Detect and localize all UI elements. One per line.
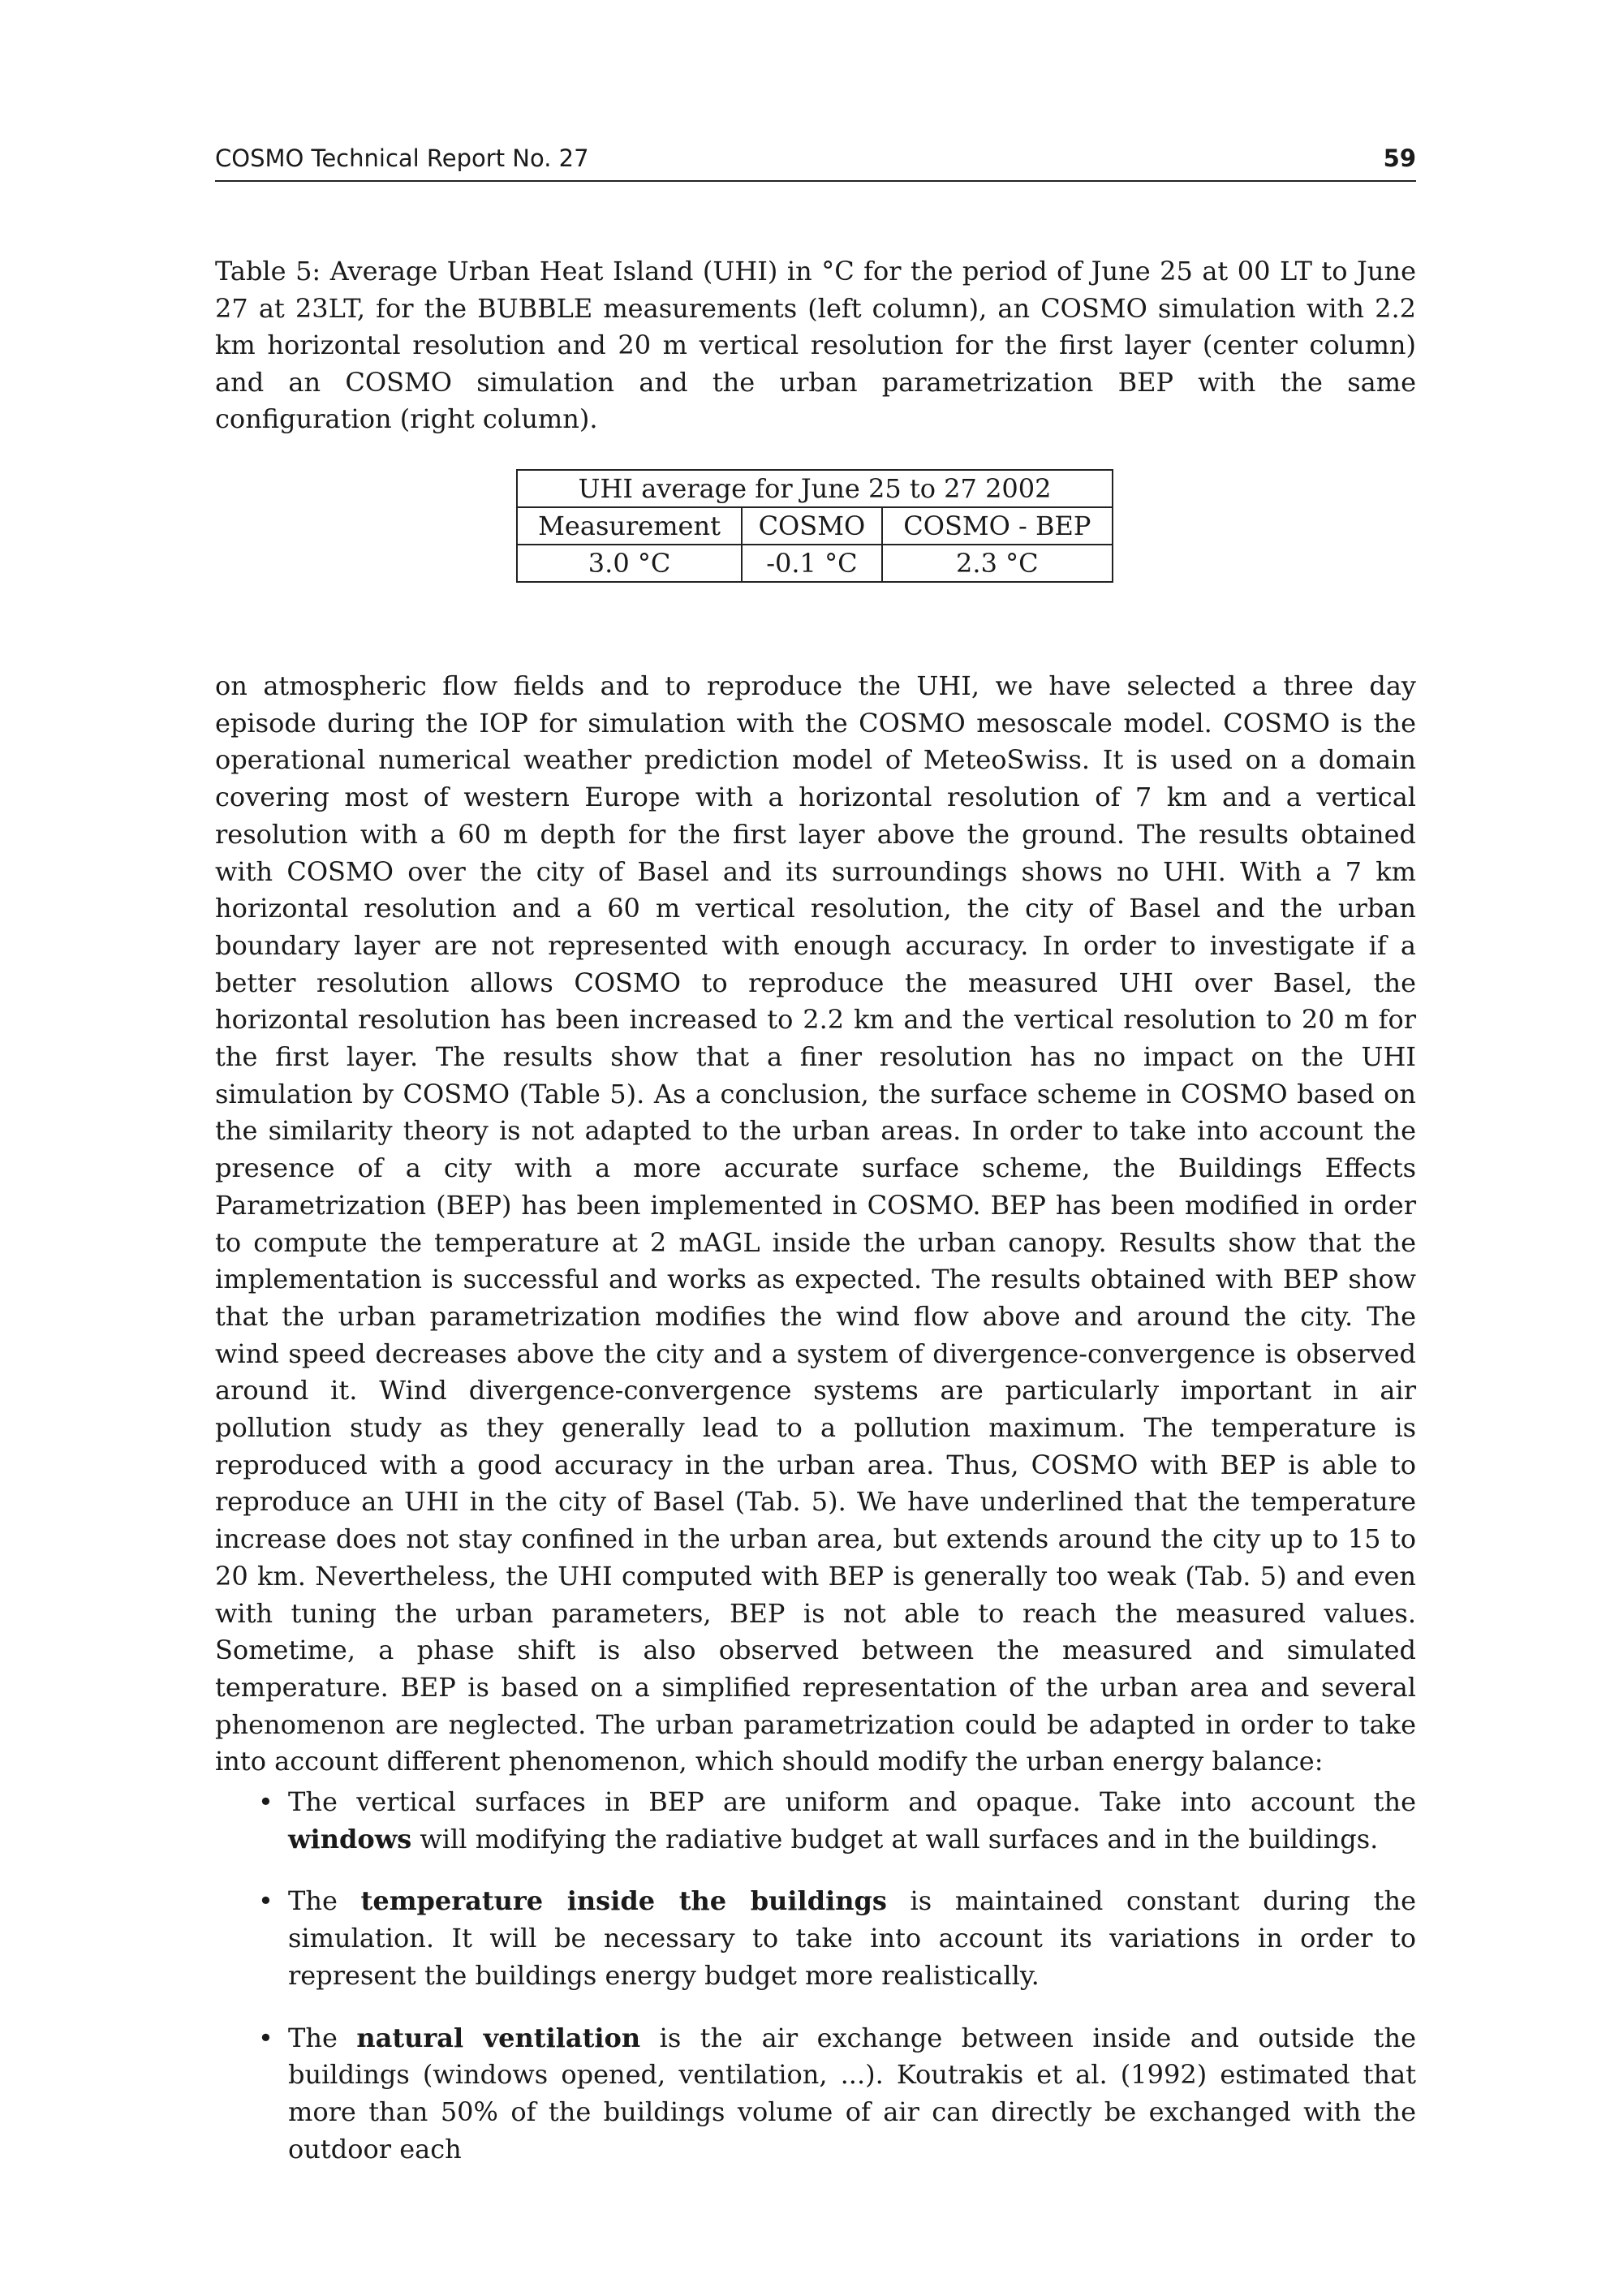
list-item: [215, 2020, 1416, 2169]
bullet-text-pre: The: [288, 2022, 357, 2053]
list-item: [215, 1883, 1416, 1994]
value-cosmo: -0.1 °C: [742, 545, 882, 582]
column-header-measurement: Measurement: [517, 507, 742, 545]
bullet-list: [215, 1784, 1416, 2193]
bullet-marker: •: [258, 2022, 273, 2053]
page-number: 59: [1383, 144, 1416, 172]
table-header-row: [517, 507, 1113, 545]
bullet-marker: •: [258, 1786, 273, 1817]
bullet-text-post: will modifying the radiative budget at wall surfaces and in the buildings.: [411, 1823, 1379, 1854]
value-measurement: 3.0 °C: [517, 545, 742, 582]
bullet-marker: •: [258, 1885, 273, 1917]
bullet-text-bold: temperature inside the buildings: [360, 1885, 887, 1917]
table-title-row: [517, 470, 1113, 507]
table-title: UHI average for June 25 to 27 2002: [517, 470, 1113, 507]
column-header-cosmo: COSMO: [742, 507, 882, 545]
bullet-text-pre: The: [288, 1885, 361, 1917]
bullet-text-post: is maintained constant during the simulation. It will be necessary to take into account its variations in order to represent the buildings energy budget more realistically.: [288, 1885, 1417, 1991]
bullet-text-pre: The vertical surfaces in BEP are uniform and opaque. Take into account the: [288, 1786, 1416, 1817]
table-row: [517, 545, 1113, 582]
bullet-text-post: is the air exchange between inside and outside the buildings (windows opened, ventilation, ...). Koutrakis et al. (1992) estimated that more than 50% of the buildings volume of air can directly be exchanged with the outdoor each: [288, 2022, 1416, 2165]
value-cosmo-bep: 2.3 °C: [882, 545, 1113, 582]
table-caption: Table 5: Average Urban Heat Island (UHI) in °C for the period of June 25 at 00 LT to June 27 at 23LT, for the BUBBLE measurements (left column), an COSMO simulation with 2.2 km horizontal resolution and 20 m vertical resolution for the first layer (center column) and an COSMO simulation and the urban parametrization BEP with the same configuration (right column).: [215, 256, 1416, 434]
column-header-cosmo-bep: COSMO - BEP: [882, 507, 1113, 545]
running-header: [215, 144, 1416, 182]
body-paragraph: on atmospheric flow fields and to reproduce the UHI, we have selected a three day episode during the IOP for simulation with the COSMO mesoscale model. COSMO is the operational numerical weather prediction model of MeteoSwiss. It is used on a domain covering most of western Europe with a horizontal resolution of 7 km and a vertical resolution with a 60 m depth for the first layer above the ground. The results obtained with COSMO over the city of Basel and its surroundings shows no UHI. With a 7 km horizontal resolution and a 60 m vertical resolution, the city of Basel and the urban boundary layer are not represented with enough accuracy. In order to investigate if a better resolution allows COSMO to reproduce the measured UHI over Basel, the horizontal resolution has been increased to 2.2 km and the vertical resolution to 20 m for the first layer. The results show that a finer resolution has no impact on the UHI simulation by COSMO (Table 5). As a conclusion, the surface scheme in COSMO based on the similarity theory is not adapted to the urban areas. In order to take into account the presence of a city with a more accurate surface scheme, the Buildings Effects Parametrization (BEP) has been implemented in COSMO. BEP has been modified in order to compute the temperature at 2 mAGL inside the urban canopy. Results show that the implementation is successful and works as expected. The results obtained with BEP show that the urban parametrization modifies the wind flow above and around the city. The wind speed decreases above the city and a system of divergence-convergence is observed around it. Wind divergence-convergence systems are particularly important in air pollution study as they generally lead to a pollution maximum. The temperature is reproduced with a good accuracy in the urban area. Thus, COSMO with BEP is able to reproduce an UHI in the city of Basel (Tab. 5). We have underlined that the temperature increase does not stay confined in the urban area, but extends around the city up to 15 to 20 km. Nevertheless, the UHI computed with BEP is generally too weak (Tab. 5) and even with tuning the urban parameters, BEP is not able to reach the measured values. Sometime, a phase shift is also observed between the measured and simulated temperature. BEP is based on a simplified representation of the urban area and several phenomenon are neglected. The urban parametrization could be adapted in order to take into account different phenomenon, which should modify the urban energy balance:: [215, 670, 1416, 1777]
report-title: COSMO Technical Report No. 27: [215, 144, 589, 172]
bullet-text-bold: windows: [288, 1823, 412, 1854]
uhi-table: [516, 469, 1113, 583]
list-item: [215, 1784, 1416, 1858]
bullet-text-bold: natural ventilation: [356, 2022, 641, 2053]
